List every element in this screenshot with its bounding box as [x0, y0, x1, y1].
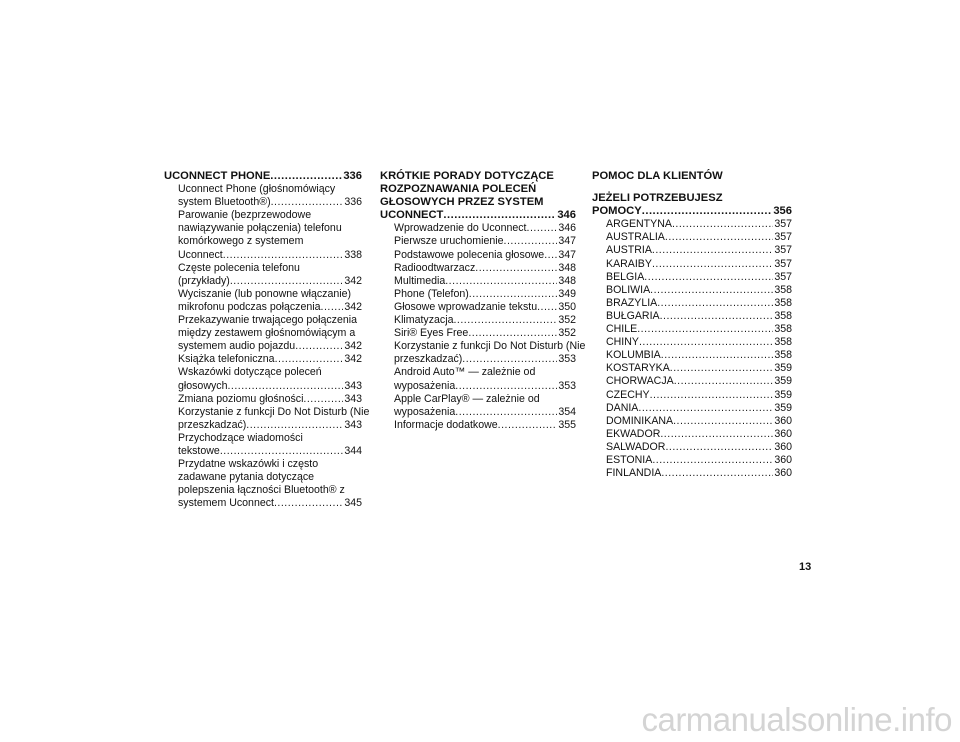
toc-page-number: 354 [558, 405, 576, 418]
toc-entry-title: DANIA [606, 401, 639, 414]
toc-entry [592, 258, 792, 271]
toc-entry-title: komórkowego z systemem [178, 235, 304, 248]
toc-page-number: 343 [344, 379, 362, 392]
dot-leader [652, 454, 773, 467]
toc-column-2 [380, 170, 586, 432]
toc-page-number: 346 [557, 209, 576, 222]
toc-page-number: 360 [774, 453, 792, 466]
toc-page-number: 358 [774, 323, 792, 336]
toc-entry [592, 402, 792, 415]
toc-entry [592, 310, 792, 323]
toc-entry-title: SALWADOR [606, 440, 666, 453]
toc-entry-title: KRÓTKIE PORADY DOTYCZĄCE [380, 170, 554, 182]
toc-entry [164, 380, 362, 393]
toc-entry-title: BRAZYLIA [606, 296, 658, 309]
toc-entry-title: POMOCY [592, 205, 642, 218]
toc-entry [164, 327, 362, 340]
toc-heading [380, 183, 576, 196]
toc-entry-title: Zmiana poziomu głośności [178, 392, 304, 405]
toc-entry [164, 196, 362, 209]
toc-entry [380, 406, 576, 419]
toc-entry [164, 393, 362, 406]
toc-entry-title: BUŁGARIA [606, 309, 660, 322]
dot-leader [230, 275, 344, 288]
toc-entry-title: między zestawem głośnomówiącym a [178, 327, 356, 340]
dot-leader [537, 301, 557, 314]
toc-page-number: 360 [774, 467, 792, 480]
toc-entry-title: CHINY [606, 336, 639, 349]
toc-entry-title: GŁOSOWYCH PRZEZ SYSTEM [380, 196, 544, 209]
toc-entry-title: Apple CarPlay® — zależnie od [394, 392, 540, 405]
toc-entry-title: Android Auto™ — zależnie od [394, 366, 536, 379]
toc-entry [164, 262, 362, 275]
toc-entry [592, 415, 792, 428]
dot-leader [271, 196, 344, 209]
toc-entry [380, 275, 576, 288]
toc-entry [164, 249, 362, 262]
toc-page-number: 348 [558, 261, 576, 274]
toc-column-1 [164, 170, 370, 510]
toc-entry [164, 445, 362, 458]
toc-entry [380, 262, 576, 275]
toc-entry-title: CHILE [606, 323, 638, 336]
toc-entry [380, 301, 576, 314]
toc-entry-title: głosowych [178, 379, 228, 392]
dot-leader [303, 393, 343, 406]
toc-entry [380, 366, 576, 379]
toc-entry [380, 249, 576, 262]
toc-page-number: 342 [344, 274, 362, 287]
toc-page-number: 358 [774, 309, 792, 322]
toc-entry [592, 362, 792, 375]
toc-entry-title: Głosowe wprowadzanie tekstu [394, 300, 538, 313]
toc-entry [380, 380, 576, 393]
dot-leader [455, 406, 557, 419]
toc-entry-title: JEŻELI POTRZEBUJESZ [592, 192, 723, 205]
toc-entry [164, 209, 362, 222]
toc-entry [380, 393, 576, 406]
toc-entry-title: Przychodzące wiadomości [178, 431, 303, 444]
dot-leader [455, 380, 557, 393]
dot-leader [639, 336, 773, 349]
toc-entry-title: wyposażenia [394, 405, 456, 418]
toc-entry-title: Multimedia [394, 274, 446, 287]
toc-entry [592, 389, 792, 402]
toc-entry-title: Uconnect [178, 248, 223, 261]
toc-entry-title: POMOC DLA KLIENTÓW [592, 170, 723, 182]
toc-heading [592, 192, 792, 205]
toc-entry-title: BELGIA [606, 270, 645, 283]
toc-entry [380, 314, 576, 327]
toc-entry-title: KOLUMBIA [606, 349, 661, 362]
toc-page-number: 357 [774, 257, 792, 270]
toc-entry [164, 235, 362, 248]
toc-entry-title: KARAIBY [606, 257, 652, 270]
dot-leader [660, 310, 774, 323]
toc-entry-title: BOLIWIA [606, 283, 651, 296]
toc-entry [164, 366, 362, 379]
dot-leader [246, 419, 343, 432]
toc-entry [164, 419, 362, 432]
toc-entry-title: CZECHY [606, 388, 650, 401]
dot-leader [644, 271, 773, 284]
toc-entry-title: AUSTRIA [606, 244, 652, 257]
dot-leader [469, 288, 558, 301]
toc-page-number: 336 [343, 170, 362, 182]
toc-entry-title: Książka telefoniczna [178, 353, 275, 366]
toc-page-number: 342 [344, 300, 362, 313]
toc-entry-title: Siri® Eyes Free [394, 327, 469, 340]
toc-page-number: 342 [344, 340, 362, 353]
toc-entry-title: Wyciszanie (lub ponowne włączanie) [178, 287, 352, 300]
toc-entry-title: DOMINIKANA [606, 414, 674, 427]
dot-leader [674, 375, 774, 388]
toc-page-number: 358 [774, 349, 792, 362]
toc-entry-title: KOSTARYKA [606, 362, 670, 375]
toc-page-number: 358 [774, 296, 792, 309]
dot-leader [443, 209, 556, 222]
toc-entry-title: (przykłady) [178, 274, 230, 287]
toc-entry [592, 284, 792, 297]
toc-page-number: 359 [774, 388, 792, 401]
toc-entry-title: zadawane pytania dotyczące [178, 471, 315, 484]
toc-page-number: 343 [344, 418, 362, 431]
toc-page-number: 336 [344, 196, 362, 209]
toc-entry-title: polepszenia łączności Bluetooth® z [178, 484, 345, 497]
dot-leader [445, 275, 557, 288]
dot-leader [638, 402, 773, 415]
toc-page-number: 346 [558, 222, 576, 235]
dot-leader [672, 218, 773, 231]
dot-leader [223, 249, 344, 262]
toc-entry-title: wyposażenia [394, 379, 456, 392]
toc-entry-title: ROZPOZNAWANIA POLECEŃ [380, 183, 537, 196]
toc-page-number: 357 [774, 218, 792, 231]
toc-entry [592, 218, 792, 231]
dot-leader [527, 222, 558, 235]
toc-entry [164, 405, 370, 419]
toc-entry [592, 428, 792, 441]
toc-page-number: 344 [344, 444, 362, 457]
toc-page-number: 353 [558, 353, 576, 366]
toc-page-number: 347 [558, 248, 576, 261]
dot-leader [670, 362, 774, 375]
spacer [592, 183, 792, 192]
toc-page-number: 352 [558, 327, 576, 340]
toc-page-number: 347 [558, 235, 576, 248]
toc-page-number: 357 [774, 244, 792, 257]
toc-entry-title: Przydatne wskazówki i często [178, 458, 319, 471]
toc-page-number: 357 [774, 270, 792, 283]
toc-entry-title: Uconnect Phone (głośnomówiący [178, 183, 336, 196]
toc-entry [592, 336, 792, 349]
toc-page-number: 360 [774, 414, 792, 427]
toc-entry [380, 353, 576, 366]
toc-entry-title: przeszkadzać) [178, 418, 247, 431]
toc-entry-title: Korzystanie z funkcji Do Not Disturb (Nie [178, 405, 370, 418]
toc-entry [592, 349, 792, 362]
toc-entry-title: Podstawowe polecenia głosowe [394, 248, 545, 261]
toc-heading [380, 196, 576, 209]
dot-leader [504, 235, 558, 248]
toc-entry-title: Radioodtwarzacz [394, 261, 476, 274]
toc-entry [592, 297, 792, 310]
dot-leader [661, 467, 773, 480]
dot-leader [475, 262, 557, 275]
toc-entry-title: Informacje dodatkowe [394, 418, 498, 431]
toc-entry [592, 323, 792, 336]
toc-entry-title: tekstowe [178, 444, 220, 457]
toc-heading [592, 205, 792, 218]
toc-entry-title: Pierwsze uruchomienie [394, 235, 504, 248]
page-number: 13 [799, 561, 812, 573]
toc-entry [380, 327, 576, 340]
dot-leader [650, 284, 773, 297]
toc-page-number: 350 [558, 300, 576, 313]
toc-entry [592, 271, 792, 284]
dot-leader [661, 349, 774, 362]
toc-page-number: 352 [558, 314, 576, 327]
toc-page-number: 359 [774, 362, 792, 375]
toc-entry [164, 301, 362, 314]
toc-heading [164, 170, 362, 183]
toc-page-number: 343 [344, 392, 362, 405]
dot-leader [275, 353, 344, 366]
dot-leader [665, 441, 773, 454]
toc-page-number: 349 [558, 287, 576, 300]
dot-leader [652, 258, 773, 271]
dot-leader [453, 314, 557, 327]
toc-entry-title: EKWADOR [606, 427, 661, 440]
toc-entry [164, 497, 362, 510]
toc-entry [164, 314, 362, 327]
toc-entry-title: systemem Uconnect [178, 497, 274, 510]
toc-entry-title: Phone (Telefon) [394, 287, 469, 300]
toc-page-number: 348 [558, 274, 576, 287]
toc-page-number: 342 [344, 353, 362, 366]
toc-entry-title: CHORWACJA [606, 375, 674, 388]
dot-leader [673, 415, 773, 428]
toc-entry [592, 375, 792, 388]
toc-heading [592, 170, 792, 183]
dot-leader [544, 249, 557, 262]
toc-heading [380, 170, 576, 183]
toc-entry-title: Korzystanie z funkcji Do Not Disturb (Nie [394, 340, 586, 353]
toc-entry [164, 432, 362, 445]
toc-entry-title: Częste polecenia telefonu [178, 261, 300, 274]
dot-leader [657, 297, 773, 310]
dot-leader [227, 380, 343, 393]
toc-entry-title: nawiązywanie połączenia) telefonu [178, 222, 342, 235]
toc-entry-title: UCONNECT [380, 209, 444, 222]
toc-entry [380, 340, 586, 353]
toc-entry-title: FINLANDIA [606, 467, 662, 480]
toc-page-number: 345 [344, 497, 362, 510]
toc-entry-title: ESTONIA [606, 453, 653, 466]
dot-leader [270, 170, 342, 183]
dot-leader [652, 244, 773, 257]
toc-entry-title: AUSTRALIA [606, 231, 665, 244]
toc-entry [592, 467, 792, 480]
watermark-link[interactable]: carmanualsonline.info [641, 701, 952, 738]
dot-leader [665, 231, 773, 244]
toc-entry [380, 288, 576, 301]
toc-entry-title: system Bluetooth®) [178, 196, 271, 209]
toc-page-number: 359 [774, 375, 792, 388]
toc-page-number: 355 [558, 418, 576, 431]
toc-page-number: 360 [774, 440, 792, 453]
toc-entry [380, 419, 576, 432]
toc-page-number: 338 [344, 248, 362, 261]
toc-entry-title: Wprowadzenie do Uconnect [394, 222, 527, 235]
toc-entry-title: Przekazywanie trwającego połączenia [178, 314, 358, 327]
dot-leader [321, 301, 344, 314]
toc-entry [592, 454, 792, 467]
dot-leader [637, 323, 773, 336]
toc-entry [164, 471, 362, 484]
toc-page-number: 353 [558, 379, 576, 392]
toc-entry-title: Klimatyzacja [394, 314, 454, 327]
toc-heading [380, 209, 576, 222]
toc-page-number: 358 [774, 283, 792, 296]
toc-entry [164, 340, 362, 353]
toc-entry-title: przeszkadzać) [394, 353, 463, 366]
toc-entry-title: mikrofonu podczas połączenia [178, 300, 321, 313]
dot-leader [274, 497, 343, 510]
dot-leader [642, 205, 773, 218]
toc-entry [592, 244, 792, 257]
toc-entry [592, 441, 792, 454]
dot-leader [462, 353, 557, 366]
toc-page-number: 359 [774, 401, 792, 414]
toc-entry-title: ARGENTYNA [606, 218, 672, 231]
toc-entry [164, 288, 362, 301]
dot-leader [295, 340, 343, 353]
toc-page-number: 357 [774, 231, 792, 244]
toc-entry [164, 183, 362, 196]
toc-entry [164, 353, 362, 366]
dot-leader [660, 428, 773, 441]
toc-page-number: 358 [774, 336, 792, 349]
toc-page-number: 360 [774, 427, 792, 440]
toc-entry [592, 231, 792, 244]
toc-entry [380, 235, 576, 248]
toc-entry-title: Parowanie (bezprzewodowe [178, 209, 312, 222]
toc-entry-title: systemem audio pojazdu [178, 340, 296, 353]
toc-page-number: 356 [773, 205, 792, 218]
toc-entry [164, 484, 362, 497]
toc-entry-title: Wskazówki dotyczące poleceń [178, 366, 322, 379]
dot-leader [220, 445, 344, 458]
dot-leader [468, 327, 557, 340]
toc-entry [164, 222, 362, 235]
toc-entry [164, 275, 362, 288]
toc-entry [164, 458, 362, 471]
dot-leader [650, 389, 774, 402]
toc-column-3 [592, 170, 792, 480]
dot-leader [498, 419, 558, 432]
toc-entry-title: UCONNECT PHONE [164, 170, 271, 182]
toc-entry [380, 222, 576, 235]
